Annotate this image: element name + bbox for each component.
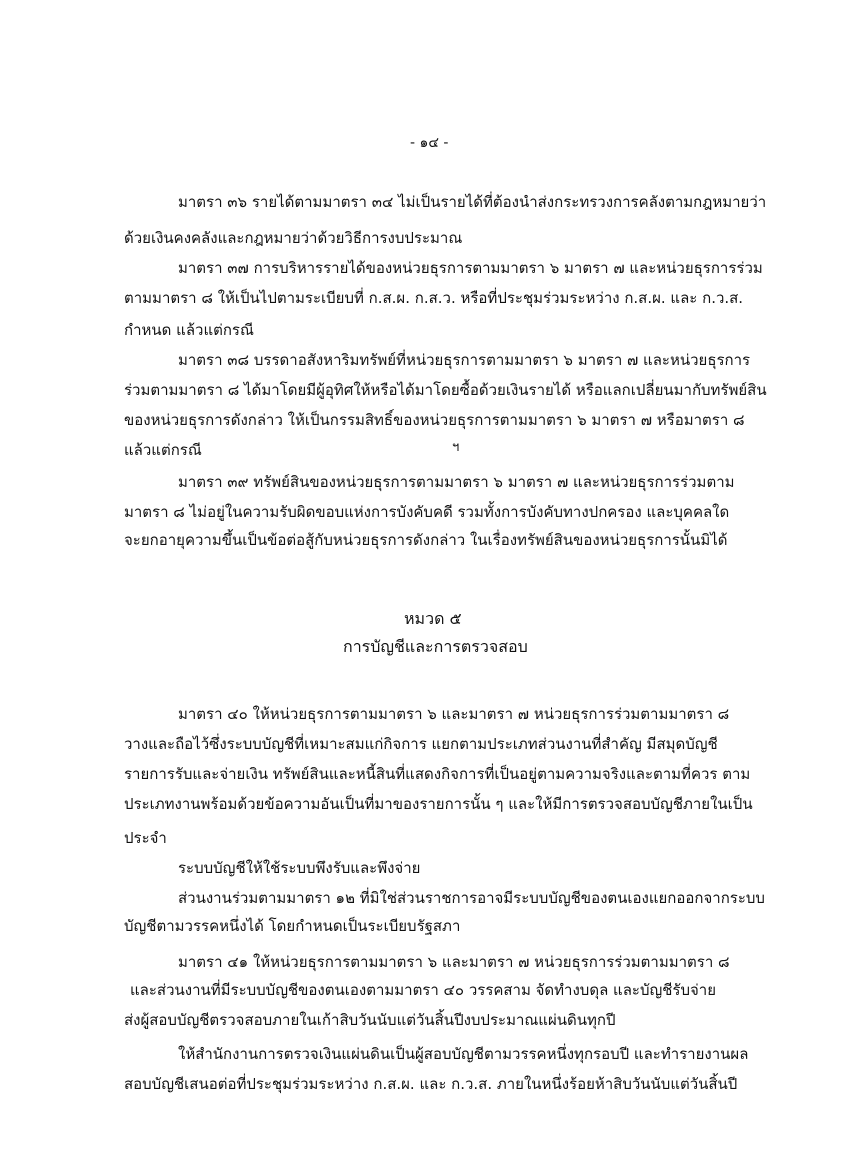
section-38-line-4: แล้วแต่กรณี [124,441,202,459]
section-39-line-2: มาตรา ๘ ไม่อยู่ในความรับผิดขอบแห่งการบังคับคดี รวมทั้งการบังคับทางปกครอง และบุคคลใด [124,503,730,521]
section-40-paragraph-3-line-1: ส่วนงานร่วมตามมาตรา ๑๒ ที่มิใช่ส่วนราชการอาจมีระบบบัญชีของตนเองแยกออกจากระบบ [178,889,765,907]
section-38-line-3: ของหน่วยธุรการดังกล่าว ให้เป็นกรรมสิทธิ์ของหน่วยธุรการตามมาตรา ๖ มาตรา ๗ หรือมาตรา ๘ [124,411,745,429]
page-number: - ๑๔ - [410,135,449,151]
section-38-line-2: ร่วมตามมาตรา ๘ ได้มาโดยมีผู้อุทิศให้หรือได้มาโดยซื้อด้วยเงินรายได้ หรือแลกเปลี่ยนมากับทรัพย์สิน [124,381,767,399]
section-40-line-2: วางและถือไว้ซึ่งระบบบัญชีที่เหมาะสมแก่กิจการ แยกตามประเภทส่วนงานที่สำคัญ มีสมุดบัญชี [124,735,718,753]
chapter-number: หมวด ๕ [404,609,462,628]
scan-mark: ฯ [452,440,460,455]
section-39-line-1: มาตรา ๓๙ ทรัพย์สินของหน่วยธุรการตามมาตรา ๖ มาตรา ๗ และหน่วยธุรการร่วมตาม [178,473,735,491]
section-37-line-3: กำหนด แล้วแต่กรณี [124,321,254,339]
section-38-line-1: มาตรา ๓๘ บรรดาอสังหาริมทรัพย์ที่หน่วยธุรการตามมาตรา ๖ มาตรา ๗ และหน่วยธุรการ [178,351,751,369]
section-36-line-2: ด้วยเงินคงคลังและกฎหมายว่าด้วยวิธีการงบประมาณ [124,229,463,247]
section-41-line-2: และส่วนงานที่มีระบบบัญชีของตนเองตามมาตรา ๔๐ วรรคสาม จัดทำงบดุล และบัญชีรับจ่าย [130,981,717,999]
section-39-line-3: จะยกอายุความขึ้นเป็นข้อต่อสู้กับหน่วยธุรการดังกล่าว ในเรื่องทรัพย์สินของหน่วยธุรการนั้นมิได้ [124,531,728,549]
section-40-line-1: มาตรา ๔๐ ให้หน่วยธุรการตามมาตรา ๖ และมาตรา ๗ หน่วยธุรการร่วมตามมาตรา ๘ [178,705,730,723]
section-40-line-3: รายการรับและจ่ายเงิน ทรัพย์สินและหนี้สินที่แสดงกิจการที่เป็นอยู่ตามความจริงและตามที่ควร ตาม [124,765,751,783]
section-36-line-1: มาตรา ๓๖ รายได้ตามมาตรา ๓๔ ไม่เป็นรายได้ที่ต้องนำส่งกระทรวงการคลังตามกฎหมายว่า [178,193,767,211]
section-37-line-1: มาตรา ๓๗ การบริหารรายได้ของหน่วยธุรการตามมาตรา ๖ มาตรา ๗ และหน่วยธุรการร่วม [178,259,763,277]
section-40-line-5: ประจำ [124,829,167,847]
chapter-title: การบัญชีและการตรวจสอบ [343,637,528,656]
section-41-paragraph-2-line-1: ให้สำนักงานการตรวจเงินแผ่นดินเป็นผู้สอบบัญชีตามวรรคหนึ่งทุกรอบปี และทำรายงานผล [178,1045,749,1063]
section-40-paragraph-3-line-2: บัญชีตามวรรคหนึ่งได้ โดยกำหนดเป็นระเบียบรัฐสภา [124,917,461,935]
section-41-paragraph-2-line-2: สอบบัญชีเสนอต่อที่ประชุมร่วมระหว่าง ก.ส.ผ. และ ก.ว.ส. ภายในหนึ่งร้อยห้าสิบวันนับแต่วันสิ้นปี [124,1075,738,1093]
section-37-line-2: ตามมาตรา ๘ ให้เป็นไปตามระเบียบที่ ก.ส.ผ. ก.ส.ว. หรือที่ประชุมร่วมระหว่าง ก.ส.ผ. และ ก.ว.ส. [124,289,744,307]
section-40-paragraph-2: ระบบบัญชีให้ใช้ระบบพึงรับและพึงจ่าย [178,859,421,877]
section-40-line-4: ประเภทงานพร้อมด้วยข้อความอันเป็นที่มาของรายการนั้น ๆ และให้มีการตรวจสอบบัญชีภายในเป็น [124,795,753,813]
section-41-line-1: มาตรา ๔๑ ให้หน่วยธุรการตามมาตรา ๖ และมาตรา ๗ หน่วยธุรการร่วมตามมาตรา ๘ [178,953,730,971]
section-41-line-3: ส่งผู้สอบบัญชีตรวจสอบภายในเก้าสิบวันนับแต่วันสิ้นปีงบประมาณแผ่นดินทุกปี [124,1011,616,1029]
